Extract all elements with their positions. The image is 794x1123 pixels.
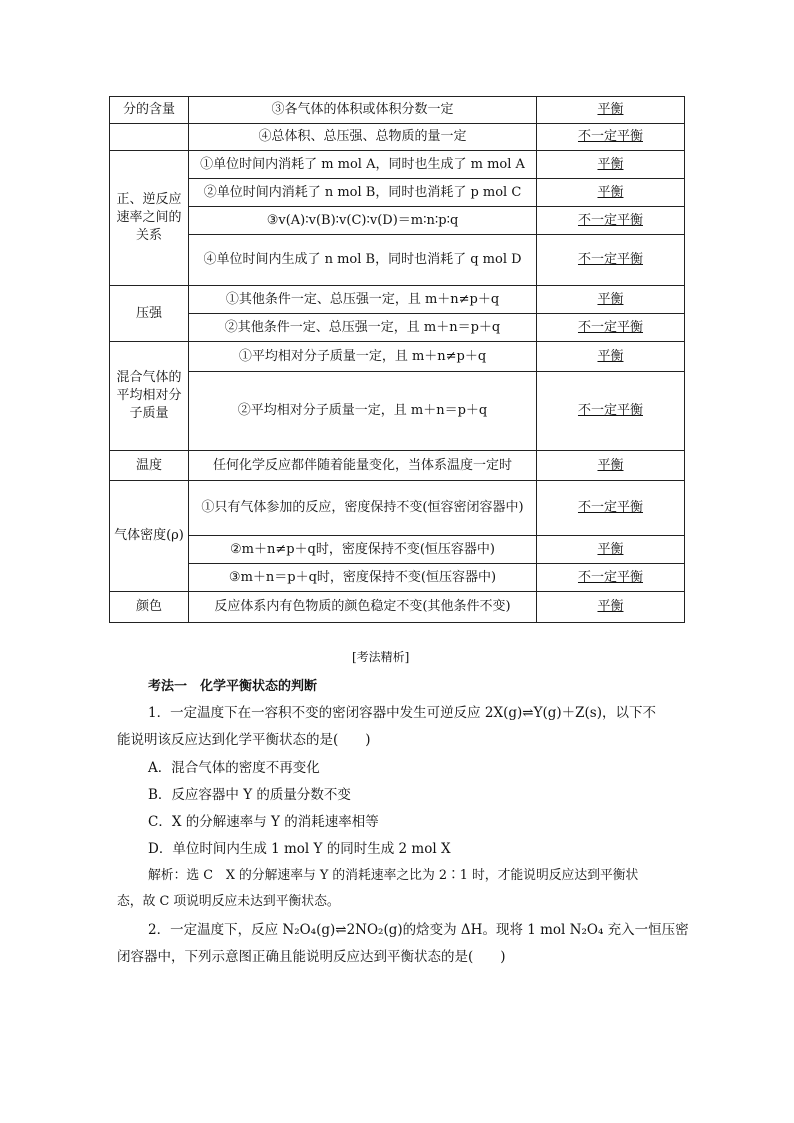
result-cell: 平衡	[537, 451, 685, 481]
question-2-stem-line1: 2．一定温度下，反应 N₂O₄(g)⇌2NO₂(g)的焓变为 ΔH。现将 1 mol N₂O₄ 充入一恒压密	[148, 922, 689, 938]
table-row	[110, 235, 685, 286]
result-cell: 不一定平衡	[537, 564, 685, 592]
condition-cell: ②其他条件一定、总压强一定，且 m＋n＝p＋q	[189, 314, 537, 342]
table-row	[110, 97, 685, 124]
question-1-stem-line1: 1．一定温度下在一容积不变的密闭容器中发生可逆反应 2X(g)⇌Y(g)＋Z(s)，以下不	[148, 705, 656, 721]
option-a: A．混合气体的密度不再变化	[148, 760, 320, 776]
equilibrium-criteria-table	[109, 96, 685, 623]
table-row	[110, 286, 685, 314]
category-cell: 气体密度(ρ)	[110, 481, 189, 592]
condition-cell: ④总体积、总压强、总物质的量一定	[189, 124, 537, 151]
condition-cell: ②平均相对分子质量一定，且 m＋n＝p＋q	[189, 372, 537, 451]
result-cell: 不一定平衡	[537, 372, 685, 451]
table-row	[110, 124, 685, 151]
analysis-line2: 态，故 C 项说明反应未达到平衡状态。	[117, 894, 340, 909]
condition-cell: ②m＋n≠p＋q时，密度保持不变(恒压容器中)	[189, 536, 537, 564]
table-row	[110, 372, 685, 451]
result-cell: 平衡	[537, 179, 685, 207]
category-cell	[110, 124, 189, 151]
category-cell: 温度	[110, 451, 189, 481]
result-cell: 平衡	[537, 342, 685, 372]
category-cell: 分的含量	[110, 97, 189, 124]
result-cell: 平衡	[537, 151, 685, 179]
result-cell: 平衡	[537, 97, 685, 124]
option-c: C．X 的分解速率与 Y 的消耗速率相等	[148, 814, 379, 830]
table-row	[110, 179, 685, 207]
option-d: D．单位时间内生成 1 mol Y 的同时生成 2 mol X	[148, 841, 451, 857]
table-row	[110, 451, 685, 481]
result-cell: 不一定平衡	[537, 314, 685, 342]
result-cell: 平衡	[537, 286, 685, 314]
category-cell: 压强	[110, 286, 189, 342]
condition-cell: ③各气体的体积或体积分数一定	[189, 97, 537, 124]
category-cell: 混合气体的平均相对分子质量	[110, 342, 189, 451]
table-row	[110, 314, 685, 342]
condition-cell: ④单位时间内生成了 n mol B，同时也消耗了 q mol D	[189, 235, 537, 286]
result-cell: 平衡	[537, 536, 685, 564]
result-cell: 不一定平衡	[537, 207, 685, 235]
table-row	[110, 481, 685, 536]
method-title: 考法一 化学平衡状态的判断	[148, 679, 318, 694]
question-2-stem-line2: 闭容器中，下列示意图正确且能说明反应达到平衡状态的是( )	[117, 949, 506, 965]
section-heading: [考法精析]	[352, 650, 410, 664]
category-cell: 颜色	[110, 592, 189, 623]
condition-cell: ①单位时间内消耗了 m mol A，同时也生成了 m mol A	[189, 151, 537, 179]
condition-cell: 反应体系内有色物质的颜色稳定不变(其他条件不变)	[189, 592, 537, 623]
condition-cell: ①只有气体参加的反应，密度保持不变(恒容密闭容器中)	[189, 481, 537, 536]
question-1-stem-line2: 能说明该反应达到化学平衡状态的是( )	[117, 732, 371, 748]
result-cell: 不一定平衡	[537, 124, 685, 151]
condition-cell: ③m＋n＝p＋q时，密度保持不变(恒压容器中)	[189, 564, 537, 592]
condition-cell: ①其他条件一定、总压强一定，且 m＋n≠p＋q	[189, 286, 537, 314]
table-row	[110, 207, 685, 235]
condition-cell: 任何化学反应都伴随着能量变化，当体系温度一定时	[189, 451, 537, 481]
table-row	[110, 592, 685, 623]
table-row	[110, 564, 685, 592]
table-row	[110, 151, 685, 179]
analysis-line1: 解析：选 C X 的分解速率与 Y 的消耗速率之比为 2∶1 时，才能说明反应达到平衡状	[148, 868, 639, 883]
table-row	[110, 536, 685, 564]
condition-cell: ②单位时间内消耗了 n mol B，同时也消耗了 p mol C	[189, 179, 537, 207]
condition-cell: ①平均相对分子质量一定，且 m＋n≠p＋q	[189, 342, 537, 372]
result-cell: 不一定平衡	[537, 235, 685, 286]
result-cell: 不一定平衡	[537, 481, 685, 536]
table-row	[110, 342, 685, 372]
category-cell: 正、逆反应速率之间的关系	[110, 151, 189, 286]
condition-cell: ③v(A)∶v(B)∶v(C)∶v(D)＝m∶n∶p∶q	[189, 207, 537, 235]
result-cell: 平衡	[537, 592, 685, 623]
option-b: B．反应容器中 Y 的质量分数不变	[148, 787, 351, 803]
